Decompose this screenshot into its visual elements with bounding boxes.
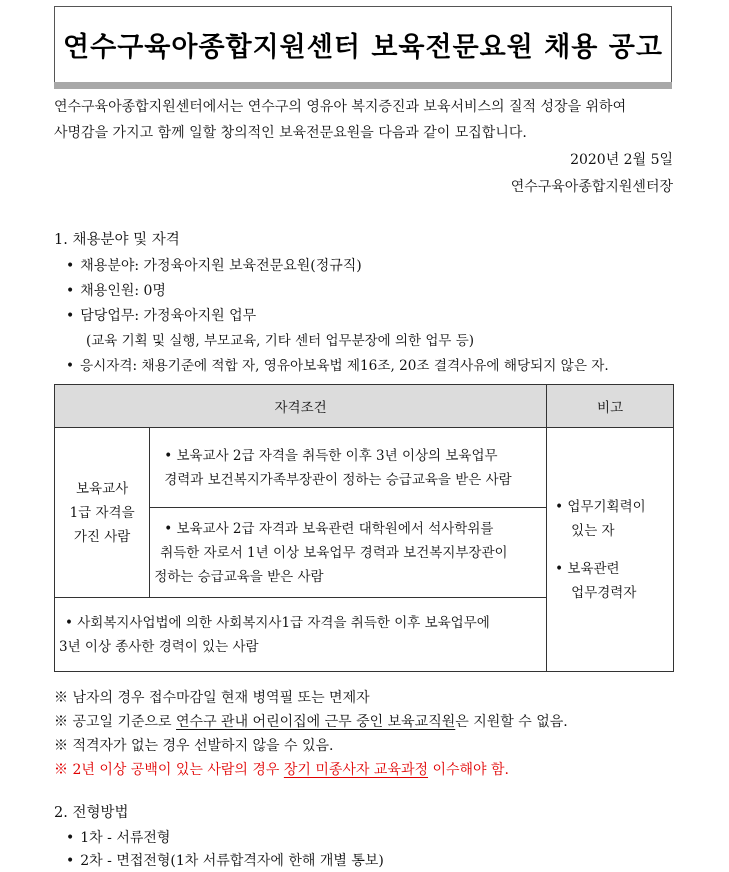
duty-detail: (교육 기획 및 실행, 부모교육, 기타 센터 업무분장에 의한 업무 등) [86, 333, 475, 349]
header-condition: 자격조건 [55, 385, 547, 428]
intro-line-1: 연수구육아종합지원센터에서는 연수구의 영유아 복지증진과 보육서비스의 질적 성장을 위하여 [54, 99, 627, 115]
page-title: 연수구육아종합지원센터 보육전문요원 채용 공고 [63, 32, 663, 63]
section1-heading: 1. 채용분야 및 자격 [54, 232, 180, 248]
step-2: • 2차 - 면접전형(1차 서류합격자에 한해 개별 통보) [66, 851, 384, 871]
header-note: 비고 [547, 385, 674, 428]
eligibility: • 응시자격: 채용기준에 적합 자, 영유아보육법 제16조, 20조 결격사유에 해당되지 않은 자. [66, 356, 609, 376]
note-current-staff: ※ 공고일 기준으로 연수구 관내 어린이집에 근무 중인 보육교직원은 지원할 수 없음. [54, 714, 568, 730]
note-cell: • 업무기획력이 있는 자 • 보육관련 업무경력자 [547, 428, 674, 672]
note-military: ※ 남자의 경우 접수마감일 현재 병역필 또는 면제자 [54, 690, 370, 706]
intro-line-2: 사명감을 가지고 함께 일할 창의적인 보육전문요원을 다음과 같이 모집합니다. [54, 125, 527, 141]
note-gap-training: ※ 2년 이상 공백이 있는 사람의 경우 장기 미종사자 교육과정 이수해야 함. [54, 762, 509, 778]
condition-3: • 사회복지사업법에 의한 사회복지사1급 자격을 취득한 이후 보육업무에 3년 이상 종사한 경력이 있는 사람 [55, 598, 547, 672]
note-gap-training-underlined: 장기 미종사자 교육과정 [283, 762, 429, 778]
title-underline-bar [54, 82, 672, 89]
recruit-field: • 채용분야: 가정육아지원 보육전문요원(정규직) [66, 256, 362, 276]
condition-2: • 보육교사 2급 자격과 보육관련 대학원에서 석사학위를 취득한 자로서 1년 이상 보육업무 경력과 보건복지부장관이 정하는 승급교육을 받은 사람 [150, 508, 547, 598]
duty: • 담당업무: 가정육아지원 업무 [66, 306, 256, 326]
section2-heading: 2. 전형방법 [54, 805, 129, 821]
qualification-table [54, 384, 674, 672]
announcement-date: 2020년 2월 5일 [570, 152, 673, 168]
step-1: • 1차 - 서류전형 [66, 828, 170, 848]
note-current-staff-underlined: 연수구 관내 어린이집에 근무 중인 보육교직원 [176, 714, 456, 730]
group-label: 보육교사 1급 자격을 가진 사람 [55, 428, 150, 598]
signer: 연수구육아종합지원센터장 [510, 179, 673, 195]
title-box [54, 6, 672, 82]
condition-1: • 보육교사 2급 자격을 취득한 이후 3년 이상의 보육업무 경력과 보건복지가족부장관이 정하는 승급교육을 받은 사람 [150, 428, 547, 508]
note-no-candidate: ※ 적격자가 없는 경우 선발하지 않을 수 있음. [54, 738, 334, 754]
recruit-count: • 채용인원: 0명 [66, 281, 166, 301]
